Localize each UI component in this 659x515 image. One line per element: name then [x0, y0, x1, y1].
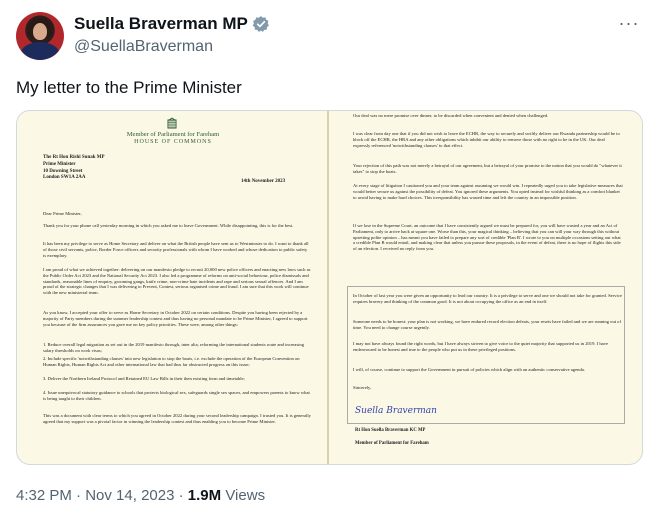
letter-page-right: [329, 111, 642, 464]
author-handle[interactable]: @SuellaBraverman: [74, 38, 213, 55]
letter-paragraph: Someone needs to be honest: your plan is not working, we have endured record election defeats, your resets have failed and we are running out of time. You need to change course urgently.: [353, 319, 622, 330]
address-line: The Rt Hon Rishi Sunak MP: [43, 155, 105, 160]
address-line: Prime Minister: [43, 161, 76, 167]
salutation: Dear Prime Minister,: [43, 211, 82, 216]
author-names: [74, 14, 270, 56]
meta-separator: ·: [76, 487, 82, 504]
views-count[interactable]: 1.9M: [187, 487, 222, 504]
letterhead-title: Member of Parliament for Fareham: [126, 131, 220, 138]
signoff-title: Member of Parliament for Fareham: [355, 441, 429, 446]
letter-list-item: 1. Reduce overall legal migration as set out in the 2019 manifesto through, inter alia, reforming the international students route and increasing salary thresholds on work visas;: [43, 342, 305, 353]
tweet-media-image[interactable]: [16, 110, 643, 465]
meta-separator: ·: [178, 487, 184, 504]
letter-paragraph: I am proud of what we achieved together: delivering on our manifesto pledge to recruit 20,000 new police officers and enacting new laws such as the Public Order Act 2023 and the National Security Act 2023. I also led a programme of reforms on anti-social behaviour, police dismissals and standards, reasonable lines of enquiry, grooming gangs, knife crime, non-crime hate incidents and rape and serious sexual offences. And I am proud of the strategic changes that I was delivering to Prevent, Contest, serious organised crime and fraud. I am sure that this work will continue with the new ministerial team.: [43, 267, 311, 296]
letterhead-house: HOUSE OF COMMONS: [134, 139, 212, 145]
letter-paragraph: I was clear from day one that if you did not wish to leave the ECHR, the way to securely and swiftly deliver our Rwanda partnership would be to block off the ECHR, the HRA and any other obligations which inhibit our ability to remove those with no right to be in the UK. Our deal expressly referenced 'notwithstanding clauses' to that effect.: [353, 131, 620, 148]
author-display-name[interactable]: [74, 14, 270, 34]
recipient-address: [43, 155, 105, 182]
letter-paragraph: I may not have always found the right words, but I have always striven to give voice to the quiet majority that supported us in 2019. I have endeavoured to be honest and true to the people who put us in these privileged positions.: [353, 341, 609, 352]
tweet-meta: [16, 487, 265, 504]
letter-page-left: [17, 111, 329, 464]
letter-list-item: 4. Issue unequivocal statutory guidance to schools that protects biological sex, safeguards single sex spaces, and empowers parents to know what is being taught to their children.: [43, 390, 310, 401]
tweet-date[interactable]: Nov 14, 2023: [85, 487, 175, 504]
letter-date: 14th November 2023: [241, 179, 286, 184]
signature: Suella Braverman: [355, 406, 437, 416]
author-display-name-text[interactable]: Suella Braverman MP: [74, 14, 248, 33]
signoff-name: Rt Hon Suella Braverman KC MP: [355, 428, 426, 433]
letter-paragraph: As you know, I accepted your offer to serve as Home Secretary in October 2022 on certain conditions. Despite you having been rejected by a majority of Party members during the summer leadership contest and thus having no personal mandate to be Prime Minister, I agreed to support you because of the firm assurances you gave me on key policy priorities. These were, among other things:: [43, 310, 308, 327]
letter-paragraph: It has been my privilege to serve as Home Secretary and deliver on what the British people have sent us to Westminster to do. I want to thank all of those civil servants, police, Border Force officers and security professionals with whom I have worked and whose dedication to public safety is exemplary.: [43, 241, 309, 258]
letter-paragraph: In October of last year you were given an opportunity to lead our country. It is a privilege to serve and one we should not take for granted. Service requires bravery and thinking of the common good. It is not about occupying the office as an end in itself.: [353, 293, 622, 304]
address-line: 10 Downing Street: [43, 168, 83, 174]
letter-paragraph: I will, of course, continue to support the Government in pursuit of policies which align with an authentic conservative agenda.: [353, 367, 585, 372]
letter-paragraph: Your rejection of this path was not merely a betrayal of our agreement, but a betrayal of your promise to the nation that you would do "whatever it takes" to stop the boats.: [353, 163, 622, 174]
tweet-text: My letter to the Prime Minister: [16, 78, 242, 97]
verified-badge-icon: [252, 15, 270, 33]
letter-list-item: 2. Include specific 'notwithstanding clauses' into new legislation to stop the boats, i.e. exclude the operation of the European Convention on Human Rights, Human Rights Act and other international law that had thus far obstructed progress on this issue;: [43, 356, 300, 367]
letter-second-sheet: [347, 286, 625, 424]
letter-list-item: 3. Deliver the Northern Ireland Protocol and Retained EU Law Bills in their then existing form and timetable;: [43, 376, 245, 381]
views-label: Views: [225, 487, 266, 504]
letter-paragraph: At every stage of litigation I cautioned you and your team against assuming we would win. I repeatedly urged you to take legislative measures that would better secure us against the possibility of defeat. You ignored these arguments. You opted instead for wishful thinking as a comfort blanket to avoid having to make hard choices. This irresponsibility has wasted time and left the country in an impossible position.: [353, 183, 623, 200]
tweet-time[interactable]: 4:32 PM: [16, 487, 72, 504]
portcullis-crest-icon: [165, 117, 179, 131]
more-options-icon[interactable]: ···: [618, 13, 640, 33]
tweet-header: [16, 10, 643, 62]
address-line: London SW1A 2AA: [43, 175, 86, 181]
letter-paragraph: If we lose in the Supreme Court, an outcome that I have consistently argued we must be prepared for, you will have wasted a year and an Act of Parliament, only to arrive back at square one. Worse than this, your magical thinking – believing that you can will your way through this without upsetting polite opinion – has meant you have failed to prepare any sort of credible 'Plan B'. I wrote to you on multiple occasions setting out what a credible Plan B would entail, and making clear that unless you pursue these proposals, in the event of defeat, there is no hope of flights this side of an election. I received no reply from you.: [353, 223, 621, 252]
author-avatar[interactable]: [16, 12, 64, 60]
letter-paragraph: Our deal was no mere promise over dinner, to be discarded when convenient and denied when challenged.: [353, 113, 549, 118]
letter-paragraph: Thank you for your phone call yesterday morning in which you asked me to leave Government. While disappointing, this is for the best.: [43, 223, 294, 228]
letter-paragraph: This was a document with clear terms to which you agreed in October 2022 during your second leadership campaign. I trusted you. It is generally agreed that my support was a pivotal factor in winning the leadership contest and thus enabling you to become Prime Minister.: [43, 413, 311, 424]
letter-closing: Sincerely,: [353, 385, 372, 390]
